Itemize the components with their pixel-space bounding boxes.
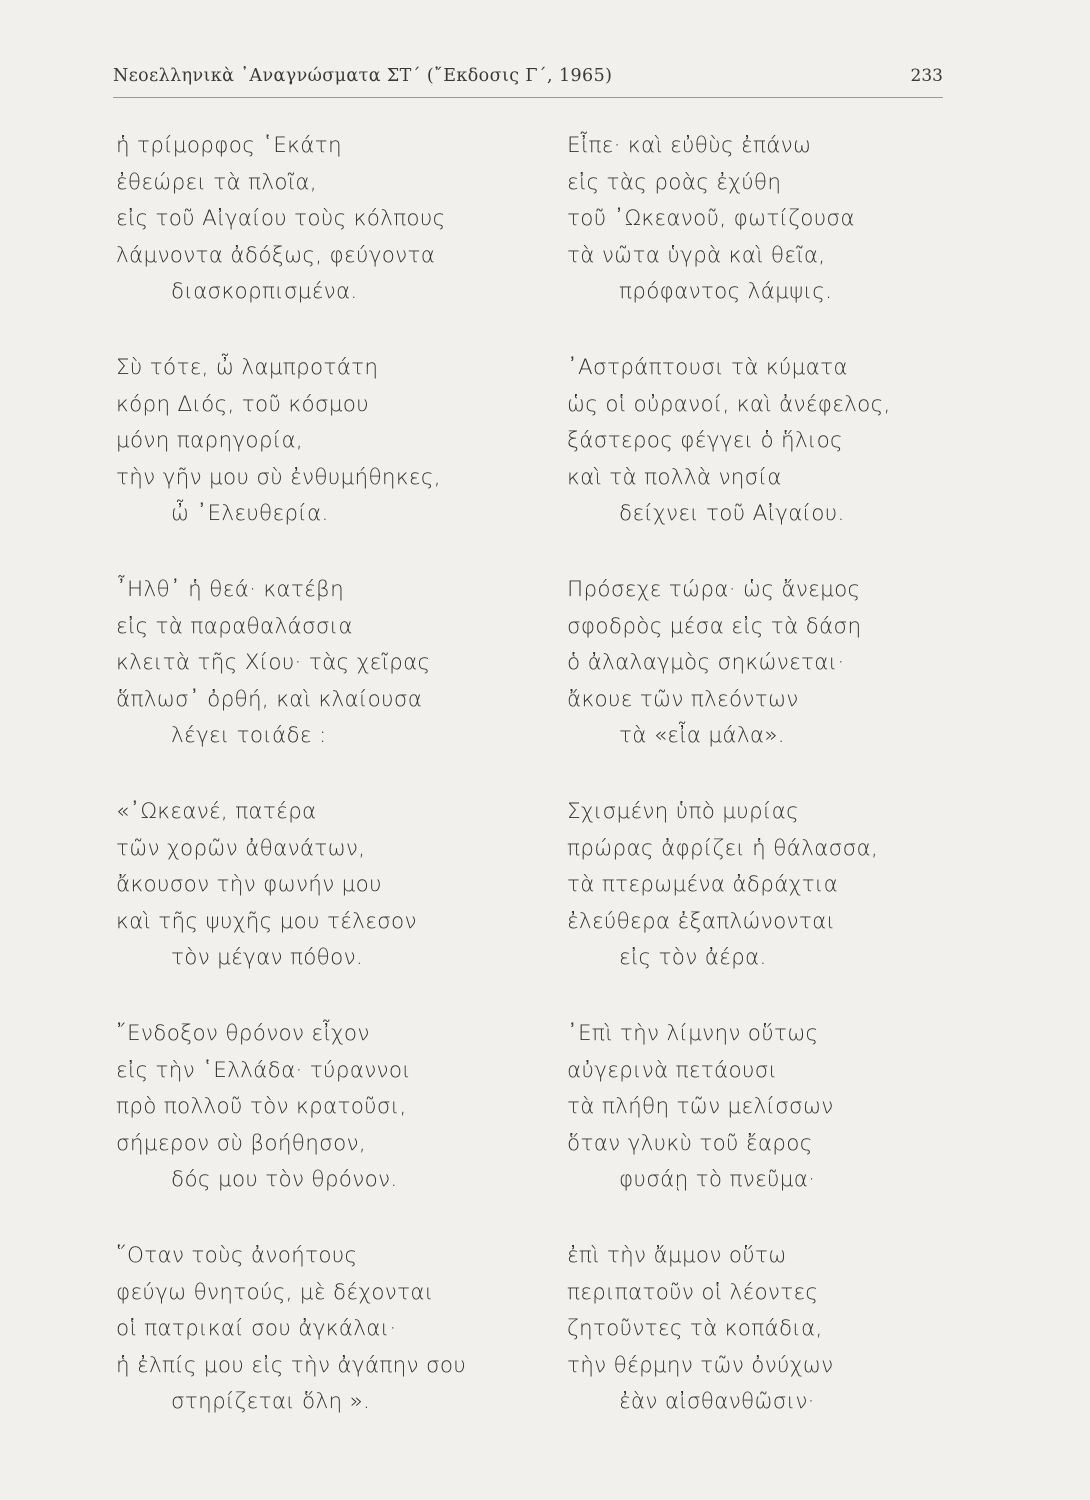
stanza [567, 1238, 967, 1460]
verse-line: Σὺ τότε, ὦ λαμπροτάτη [116, 355, 379, 380]
running-head [113, 66, 943, 96]
verse-line: τῶν χορῶν ἀθανάτων, [116, 835, 366, 861]
running-head-title: Νεοελληνικὰ ᾿Αναγνώσματα ΣΤ΄ (῎Εκδοσις Γ΄, 1965) [113, 66, 613, 86]
verse-line: ἄκουσον τὴν φωνήν μου [116, 872, 382, 897]
verse-line-indented: στηρίζεται ὅλη ». [171, 1389, 371, 1414]
verse-line-indented: λέγει τοιάδε : [171, 723, 327, 748]
verse-line: Πρόσεχε τώρα· ὡς ἄνεμος [567, 577, 861, 602]
verse-line: ἐλεύθερα ἐξαπλώνονται [567, 908, 836, 934]
verse-line: ᾿Αστράπτουσι τὰ κύματα [567, 355, 848, 380]
verse-line-indented: δείχνει τοῦ Αἰγαίου. [619, 501, 845, 526]
verse-line: ἐπὶ τὴν ἄμμον οὕτω [567, 1243, 787, 1268]
stanza [116, 794, 536, 1016]
verse-line: κόρη Διός, τοῦ κόσμου [116, 391, 369, 417]
stanza [567, 1016, 967, 1238]
verse-line: ὁ ἀλαλαγμὸς σηκώνεται· [567, 650, 845, 675]
stanza [567, 572, 967, 794]
verse-line: μόνη παρηγορία, [116, 428, 304, 453]
header-rule [113, 97, 943, 98]
stanza [116, 128, 536, 350]
verse-line: λάμνοντα ἀδόξως, φεύγοντα [116, 242, 436, 268]
verse-line-indented: ὦ ᾿Ελευθερία. [171, 501, 329, 526]
verse-line: τὰ νῶτα ὑγρὰ καὶ θεῖα, [567, 242, 826, 268]
poem-column-left [116, 128, 536, 1460]
verse-line: ῞Οταν τοὺς ἀνοήτους [116, 1243, 358, 1268]
verse-line: πρὸ πολλοῦ τὸν κρατοῦσι, [116, 1094, 407, 1119]
verse-line: τὰ πτερωμένα ἀδράχτια [567, 872, 839, 897]
page-number: 233 [910, 66, 943, 86]
verse-line-indented: δός μου τὸν θρόνον. [171, 1167, 398, 1192]
verse-line-indented: διασκορπισμένα. [171, 279, 358, 304]
verse-line: ἡ τρίμορφος ῾Εκάτη [116, 133, 342, 158]
verse-line: αὐγερινὰ πετάουσι [567, 1057, 778, 1083]
verse-line-indented: πρόφαντος λάμψις. [619, 279, 833, 304]
verse-line: «᾿Ωκεανέ, πατέρα [116, 799, 317, 824]
verse-line: ὅταν γλυκὺ τοῦ ἔαρος [567, 1130, 813, 1156]
stanza [116, 1016, 536, 1238]
verse-line: ἄκουε τῶν πλεόντων [567, 686, 799, 712]
verse-line: τὴν γῆν μου σὺ ἐνθυμήθηκες, [116, 464, 441, 490]
stanza [116, 1238, 536, 1460]
verse-line: εἰς τὴν ῾Ελλάδα· τύραννοι [116, 1057, 411, 1083]
verse-line-indented: εἰς τὸν ἀέρα. [619, 945, 767, 970]
verse-line: ῏Ηλθ᾿ ἡ θεά· κατέβη [116, 577, 345, 602]
verse-line-indented: τὰ «εἶα μάλα». [619, 723, 785, 748]
verse-line: περιπατοῦν οἱ λέοντες [567, 1279, 819, 1305]
verse-line: καὶ τῆς ψυχῆς μου τέλεσον [116, 908, 417, 934]
verse-line: καὶ τὰ πολλὰ νησία [567, 464, 782, 490]
verse-line: ῎Ενδοξον θρόνον εἶχον [116, 1021, 370, 1046]
verse-line: κλειτὰ τῆς Χίου· τὰς χεῖρας [116, 650, 431, 675]
verse-line: φεύγω θνητούς, μὲ δέχονται [116, 1279, 434, 1305]
verse-line: εἰς τοῦ Αἰγαίου τοὺς κόλπους [116, 206, 446, 231]
verse-line-indented: φυσάῃ τὸ πνεῦμα· [619, 1167, 816, 1192]
verse-line: ἅπλωσ᾿ ὀρθή, καὶ κλαίουσα [116, 686, 423, 712]
verse-line: ᾿Επὶ τὴν λίμνην οὕτως [567, 1021, 819, 1046]
verse-line: πρώρας ἀφρίζει ἡ θάλασσα, [567, 835, 879, 861]
verse-line: ζητοῦντες τὰ κοπάδια, [567, 1316, 823, 1341]
verse-line: σήμερον σὺ βοήθησον, [116, 1130, 367, 1156]
stanza [567, 350, 967, 572]
stanza [567, 128, 967, 350]
verse-line: τοῦ ᾿Ωκεανοῦ, φωτίζουσα [567, 206, 855, 231]
verse-line: ἡ ἐλπίς μου εἰς τὴν ἀγάπην σου [116, 1352, 467, 1378]
stanza [567, 794, 967, 1016]
verse-line: Σχισμένη ὑπὸ μυρίας [567, 799, 799, 824]
verse-line: σφοδρὸς μέσα εἰς τὰ δάση [567, 613, 862, 639]
verse-line: τὰ πλήθη τῶν μελίσσων [567, 1094, 834, 1119]
verse-line: τὴν θέρμην τῶν ὀνύχων [567, 1352, 834, 1378]
stanza [116, 572, 536, 794]
stanza [116, 350, 536, 572]
verse-line: εἰς τὰ παραθαλάσσια [116, 613, 353, 639]
poem-column-right [567, 128, 967, 1460]
verse-line-indented: ἐὰν αἰσθανθῶσιν· [619, 1389, 815, 1414]
verse-line: ξάστερος φέγγει ὁ ἥλιος [567, 428, 843, 453]
verse-line: εἰς τὰς ροὰς ἐχύθη [567, 169, 782, 195]
verse-line: ὡς οἱ οὐρανοί, καὶ ἀνέφελος, [567, 391, 891, 417]
verse-line: οἱ πατρικαί σου ἀγκάλαι· [116, 1316, 397, 1341]
verse-line: ἐθεώρει τὰ πλοῖα, [116, 169, 317, 195]
verse-line: Εἶπε· καὶ εὐθὺς ἐπάνω [567, 133, 812, 158]
verse-line-indented: τὸν μέγαν πόθον. [171, 945, 364, 970]
